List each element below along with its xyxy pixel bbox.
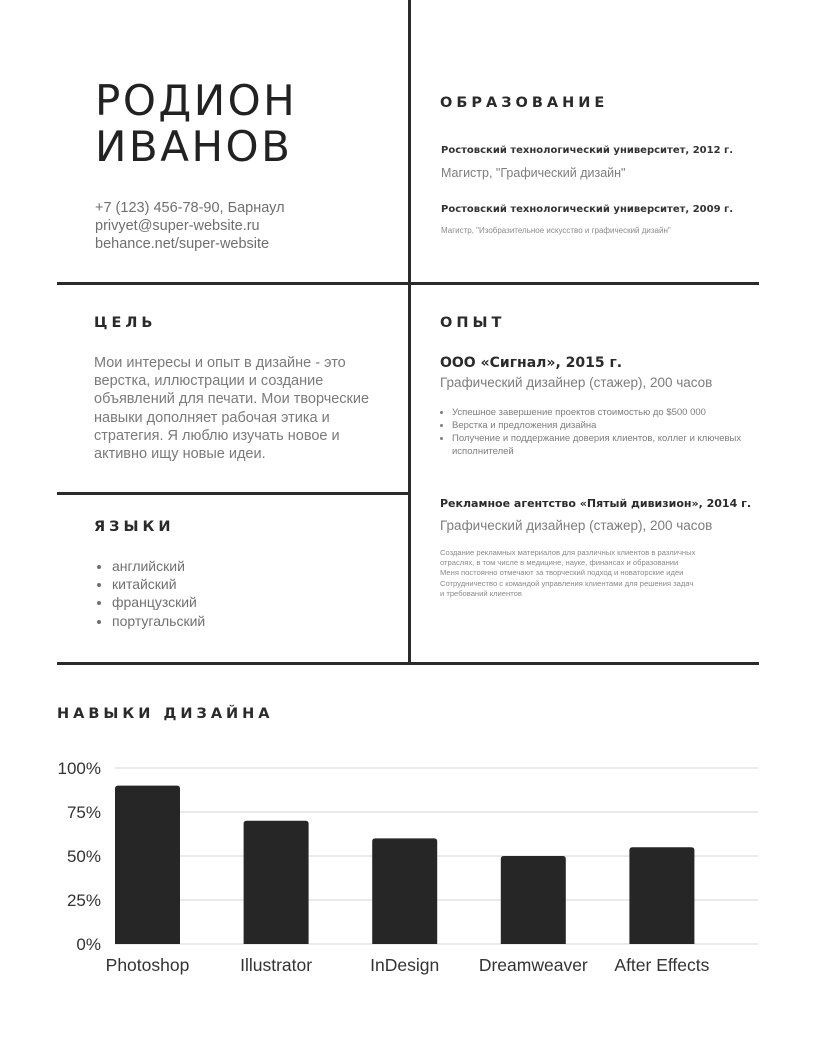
bar-after-effects <box>629 847 694 944</box>
first-name: РОДИОН <box>95 76 298 125</box>
education-degree-2: Магистр, "Изобразительное искусство и графический дизайн" <box>441 226 671 235</box>
education-heading: ОБРАЗОВАНИЕ <box>440 95 609 111</box>
job-2-company: Рекламное агентство «Пятый дивизион», 2014 г. <box>440 497 751 510</box>
vertical-divider <box>408 0 411 663</box>
job-1-bullet: • Успешное завершение проектов стоимостью до $500 000 <box>452 406 742 419</box>
goal-heading: ЦЕЛЬ <box>94 315 157 331</box>
languages-list <box>94 557 205 630</box>
job-1-bullets <box>440 406 742 458</box>
bar-indesign <box>372 838 437 944</box>
education-school-2: Ростовский технологический университет, 2009 г. <box>441 204 734 215</box>
language-item: • французский <box>112 593 205 611</box>
y-tick-label: 0% <box>76 935 101 954</box>
job-2-description <box>440 548 740 599</box>
horizontal-divider-bottom <box>57 662 759 665</box>
job-2-line: Создание рекламных материалов для различных клиентов в различных <box>440 548 696 557</box>
job-1-bullet: • Получение и поддержание доверия клиентов, коллег и ключевых исполнителей <box>452 432 742 458</box>
language-item: • китайский <box>112 575 205 593</box>
job-1-bullet: • Верстка и предложения дизайна <box>452 419 742 432</box>
job-1-company: ООО «Сигнал», 2015 г. <box>440 355 623 371</box>
goal-text: Мои интересы и опыт в дизайне - это верстка, иллюстрации и создание объявлений для печати. Мои творческие навыки дополняет рабочая этика и стратегия. Я люблю изучать новое и активно ищу новые идеи. <box>94 355 370 463</box>
job-2-role: Графический дизайнер (стажер), 200 часов <box>440 518 713 533</box>
horizontal-divider-top <box>57 282 759 285</box>
horizontal-divider-left <box>57 492 408 495</box>
job-2-line: и требований клиентов <box>440 588 522 598</box>
job-2-line: Сотрудничество с командой управления клиентами для решения задач <box>440 578 694 588</box>
job-2-line: Меня постоянно отмечают за творческий подход и новаторские идеи <box>440 568 684 578</box>
job-1-role: Графический дизайнер (стажер), 200 часов <box>440 375 713 390</box>
x-tick-label: Photoshop <box>105 955 190 975</box>
experience-heading: ОПЫТ <box>440 315 506 331</box>
y-tick-label: 100% <box>57 759 101 778</box>
language-item: • английский <box>112 557 205 575</box>
job-2-line: отраслях, в том числе в медицине, науке, финансах и образовании <box>440 558 679 568</box>
bar-photoshop <box>115 786 180 944</box>
x-tick-label: InDesign <box>370 955 440 975</box>
y-tick-label: 50% <box>66 847 101 866</box>
contact-website: behance.net/super-website <box>95 236 270 252</box>
contact-email: privyet@super-website.ru <box>95 218 260 234</box>
skills-heading: НАВЫКИ ДИЗАЙНА <box>57 706 274 722</box>
skills-chart <box>0 740 816 990</box>
y-tick-label: 75% <box>66 803 101 822</box>
education-degree-1: Магистр, "Графический дизайн" <box>441 166 626 180</box>
contact-phone: +7 (123) 456-78-90, Барнаул <box>95 200 285 216</box>
languages-heading: ЯЗЫКИ <box>94 519 175 535</box>
x-tick-label: After Effects <box>614 955 710 975</box>
x-tick-label: Dreamweaver <box>478 955 588 975</box>
last-name: ИВАНОВ <box>95 122 293 171</box>
person-name <box>95 78 297 170</box>
y-tick-label: 25% <box>66 891 101 910</box>
x-tick-label: Illustrator <box>240 955 313 975</box>
contact-info <box>95 199 285 253</box>
education-school-1: Ростовский технологический университет, 2012 г. <box>441 145 734 156</box>
language-item: • португальский <box>112 612 205 630</box>
bar-dreamweaver <box>501 856 566 944</box>
bar-illustrator <box>244 821 309 944</box>
